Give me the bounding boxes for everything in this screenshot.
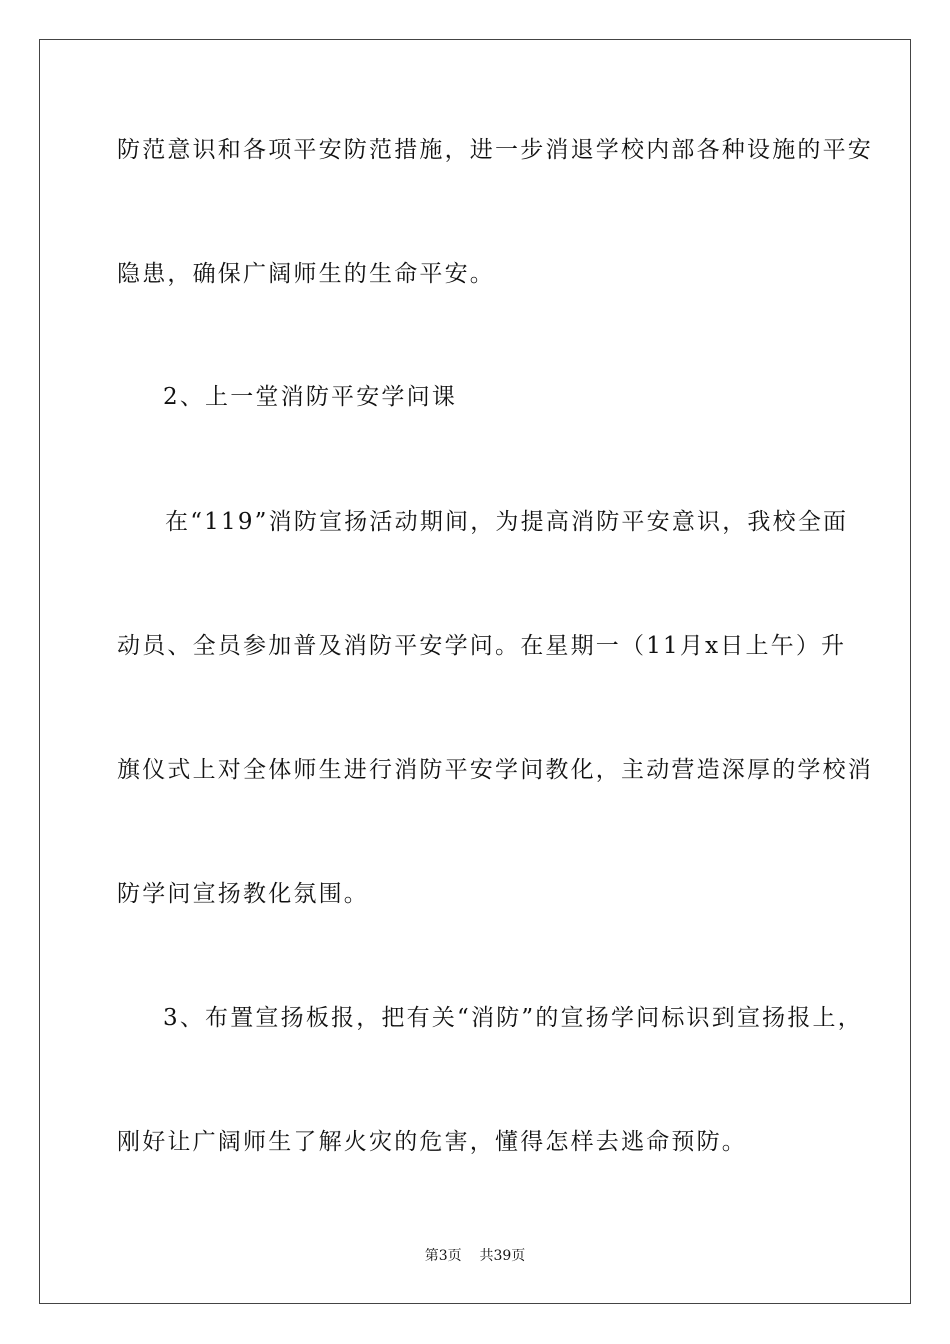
section-heading-2: 2、上一堂消防平安学问课 — [163, 384, 458, 410]
body-line-9: 刚好让广阔师生了解火灾的危害，懂得怎样去逃命预防。 — [117, 1129, 747, 1155]
section-heading-3: 3、布置宣扬板报，把有关“消防”的宣扬学问标识到宣扬报上， — [163, 1005, 863, 1031]
body-line-1: 防范意识和各项平安防范措施，进一步消退学校内部各种设施的平安 — [117, 137, 873, 163]
page-number-footer: 第3页 共39页 — [424, 1248, 526, 1264]
body-line-2: 隐患，确保广阔师生的生命平安。 — [117, 261, 495, 287]
body-line-7: 防学问宣扬教化氛围。 — [117, 881, 369, 907]
body-line-4: 在“119”消防宣扬活动期间，为提高消防平安意识，我校全面 — [165, 509, 849, 535]
body-line-5: 动员、全员参加普及消防平安学问。在星期一（11月x日上午）升 — [117, 633, 847, 659]
body-line-6: 旗仪式上对全体师生进行消防平安学问教化，主动营造深厚的学校消 — [117, 757, 873, 783]
page-border — [39, 39, 911, 1304]
